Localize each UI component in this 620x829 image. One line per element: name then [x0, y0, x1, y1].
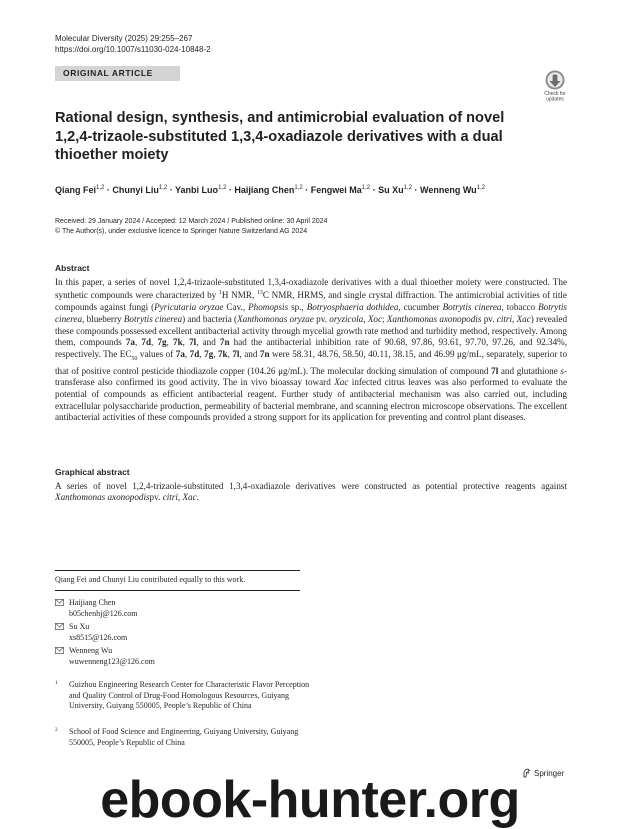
publisher-name: Springer: [534, 768, 565, 778]
affiliation-text: Guizhou Engineering Research Center for Characteristic Flavor Perception and Quality Control of Drug-Food Homologous Resources, Guiyang University, Guiyang 550005, People’s Republic of China: [69, 680, 310, 710]
check-updates-line1: Check for: [544, 91, 566, 97]
watermark-text: ebook-hunter.org: [100, 771, 520, 829]
author-affiliation-mark: 1,2: [158, 185, 168, 191]
footnote-divider: [55, 570, 300, 571]
abstract-section: [55, 263, 567, 424]
received-accepted-dates: Received: 29 January 2024 / Accepted: 12 March 2024 / Published online: 30 April 2024: [55, 218, 328, 225]
affiliation-number: 1: [55, 680, 58, 686]
copyright-line: © The Author(s), under exclusive licence to Springer Nature Switzerland AG 2024: [55, 228, 308, 235]
affiliation-text: School of Food Science and Engineering, Guiyang University, Guiyang 550005, People’s Republic of China: [69, 727, 299, 747]
envelope-icon: [55, 623, 64, 630]
contact-entry: [55, 598, 315, 619]
abstract-heading: Abstract: [55, 263, 90, 273]
author-name[interactable]: Haijiang Chen: [234, 185, 295, 195]
contact-entry: [55, 646, 315, 667]
author-list: Qiang Fei$^{1,2}$ · Chunyi Liu$^{1,2}$ · Yanbi Luo$^{1,2}$ · Haijiang Chen$^{1,2}$ · Fengwei Ma$^{1,2}$ · Su Xu$^{1,2}$ · Wenneng Wu$^{1,2}$: [55, 185, 485, 195]
author-affiliation-mark: 1,2: [403, 185, 412, 191]
contact-email[interactable]: wuwenneng123@126.com: [69, 656, 155, 666]
equal-contribution-note: Qiang Fei and Chunyi Liu contributed equally to this work.: [55, 575, 246, 584]
graphical-abstract-heading: Graphical abstract: [55, 467, 130, 477]
affiliation-entry: [55, 680, 315, 712]
author-affiliation-mark: 1,2: [294, 185, 303, 191]
contact-name: Wenneng Wu: [69, 646, 113, 655]
contacts-divider: [55, 590, 300, 591]
author-name[interactable]: Yanbi Luo: [175, 185, 219, 195]
contact-name: Haijiang Chen: [69, 598, 116, 607]
author-affiliation-mark: 1,2: [96, 185, 105, 191]
author-name[interactable]: Qiang Fei: [55, 185, 97, 195]
check-for-updates-icon[interactable]: [538, 68, 572, 102]
graphical-abstract-text: A series of novel 1,2,4-trizaole-substituted 1,3,4-oxadiazole derivatives were constructed as potential protective reagents against Xanthomonas axonopodispv. citri, Xac.: [55, 480, 567, 503]
contact-entry: [55, 622, 315, 643]
author-name[interactable]: Su Xu: [378, 185, 404, 195]
author-name[interactable]: Chunyi Liu: [112, 185, 159, 195]
envelope-icon: [55, 647, 64, 654]
author-affiliation-mark: 1,2: [218, 185, 227, 191]
contact-email[interactable]: b05chenhj@126.com: [69, 608, 138, 618]
doi-link[interactable]: https://doi.org/10.1007/s11030-024-10848-2: [55, 45, 211, 54]
publication-dates: [55, 217, 327, 237]
envelope-icon: [55, 599, 64, 606]
article-title: Rational design, synthesis, and antimicrobial evaluation of novel 1,2,4-trizaole-substituted 1,3,4-oxadiazole derivatives with a dual thioether moiety: [55, 110, 505, 163]
author-affiliation-mark: 1,2: [361, 185, 371, 191]
affiliation-entry: [55, 727, 315, 748]
graphical-abstract-section: [55, 467, 567, 504]
journal-header: [55, 33, 211, 55]
contact-email[interactable]: xs8515@126.com: [69, 632, 128, 642]
article-type-badge: ORIGINAL ARTICLE: [55, 66, 180, 81]
contact-name: Su Xu: [69, 622, 90, 631]
check-updates-line2: updates: [546, 96, 564, 102]
journal-citation: Molecular Diversity (2025) 29:255–267: [55, 34, 193, 43]
author-name[interactable]: Wenneng Wu: [419, 185, 477, 195]
author-affiliation-mark: 1,2: [476, 185, 485, 191]
author-name[interactable]: Fengwei Ma: [310, 185, 362, 195]
affiliation-number: 2: [55, 727, 58, 733]
abstract-text: In this paper, a series of novel 1,2,4-trizaole-substituted 1,3,4-oxadiazole derivatives with a dual thioether moiety were constructed. The synthetic compounds were characterized by $^1$H NMR, $^{13}$C NMR, HRMS, and single crystal diffraction. The antimicrobial activities of title compounds against fungi (Pyricutaria oryzae Cav., Phomopsis sp., Botryosphaeria dothidea, cucumber Botrytis cinerea, tobacco Botrytis cinerea, blueberry Botrytis cinerea) and bacteria (Xanthomonas oryzae pv. oryzicola, Xoc; Xanthomonas axonopodis pv. citri, Xac) revealed these compounds possessed excellent antibacterial activity through mycelial growth rate method and turbidity method, respectively. Among them, compounds 7a, 7d, 7g, 7k, 7l, and 7n had the antibacterial inhibition rate of 90.68, 97.86, 93.61, 97.70, 97.26, and 92.34%, respectively. The $EC_{50}$ values of 7a, 7d, 7g, 7k, 7l, and 7n were 58.31, 48.76, 58.50, 40.11, 38.15, and 46.99 μg/mL, separately, superior to that of positive control pesticide thiodiazole copper (104.26 μg/mL). The molecular docking simulation of compound 7l and glutathione s-transferase also confirmed its good activity. The in vivo bioassay toward Xac infected citrus leaves was also performed to evaluate the potential of compounds as efficient antibacterial reagent. Further study of antibacterial mechanism was also carried out, including extracellular polysaccharide production, permeability of bacterial membrane, and scanning electron microscope observations. The excellent antibacterial activities of these compounds provided a strong support for its application for preventing and control plant diseases.: [55, 276, 568, 423]
